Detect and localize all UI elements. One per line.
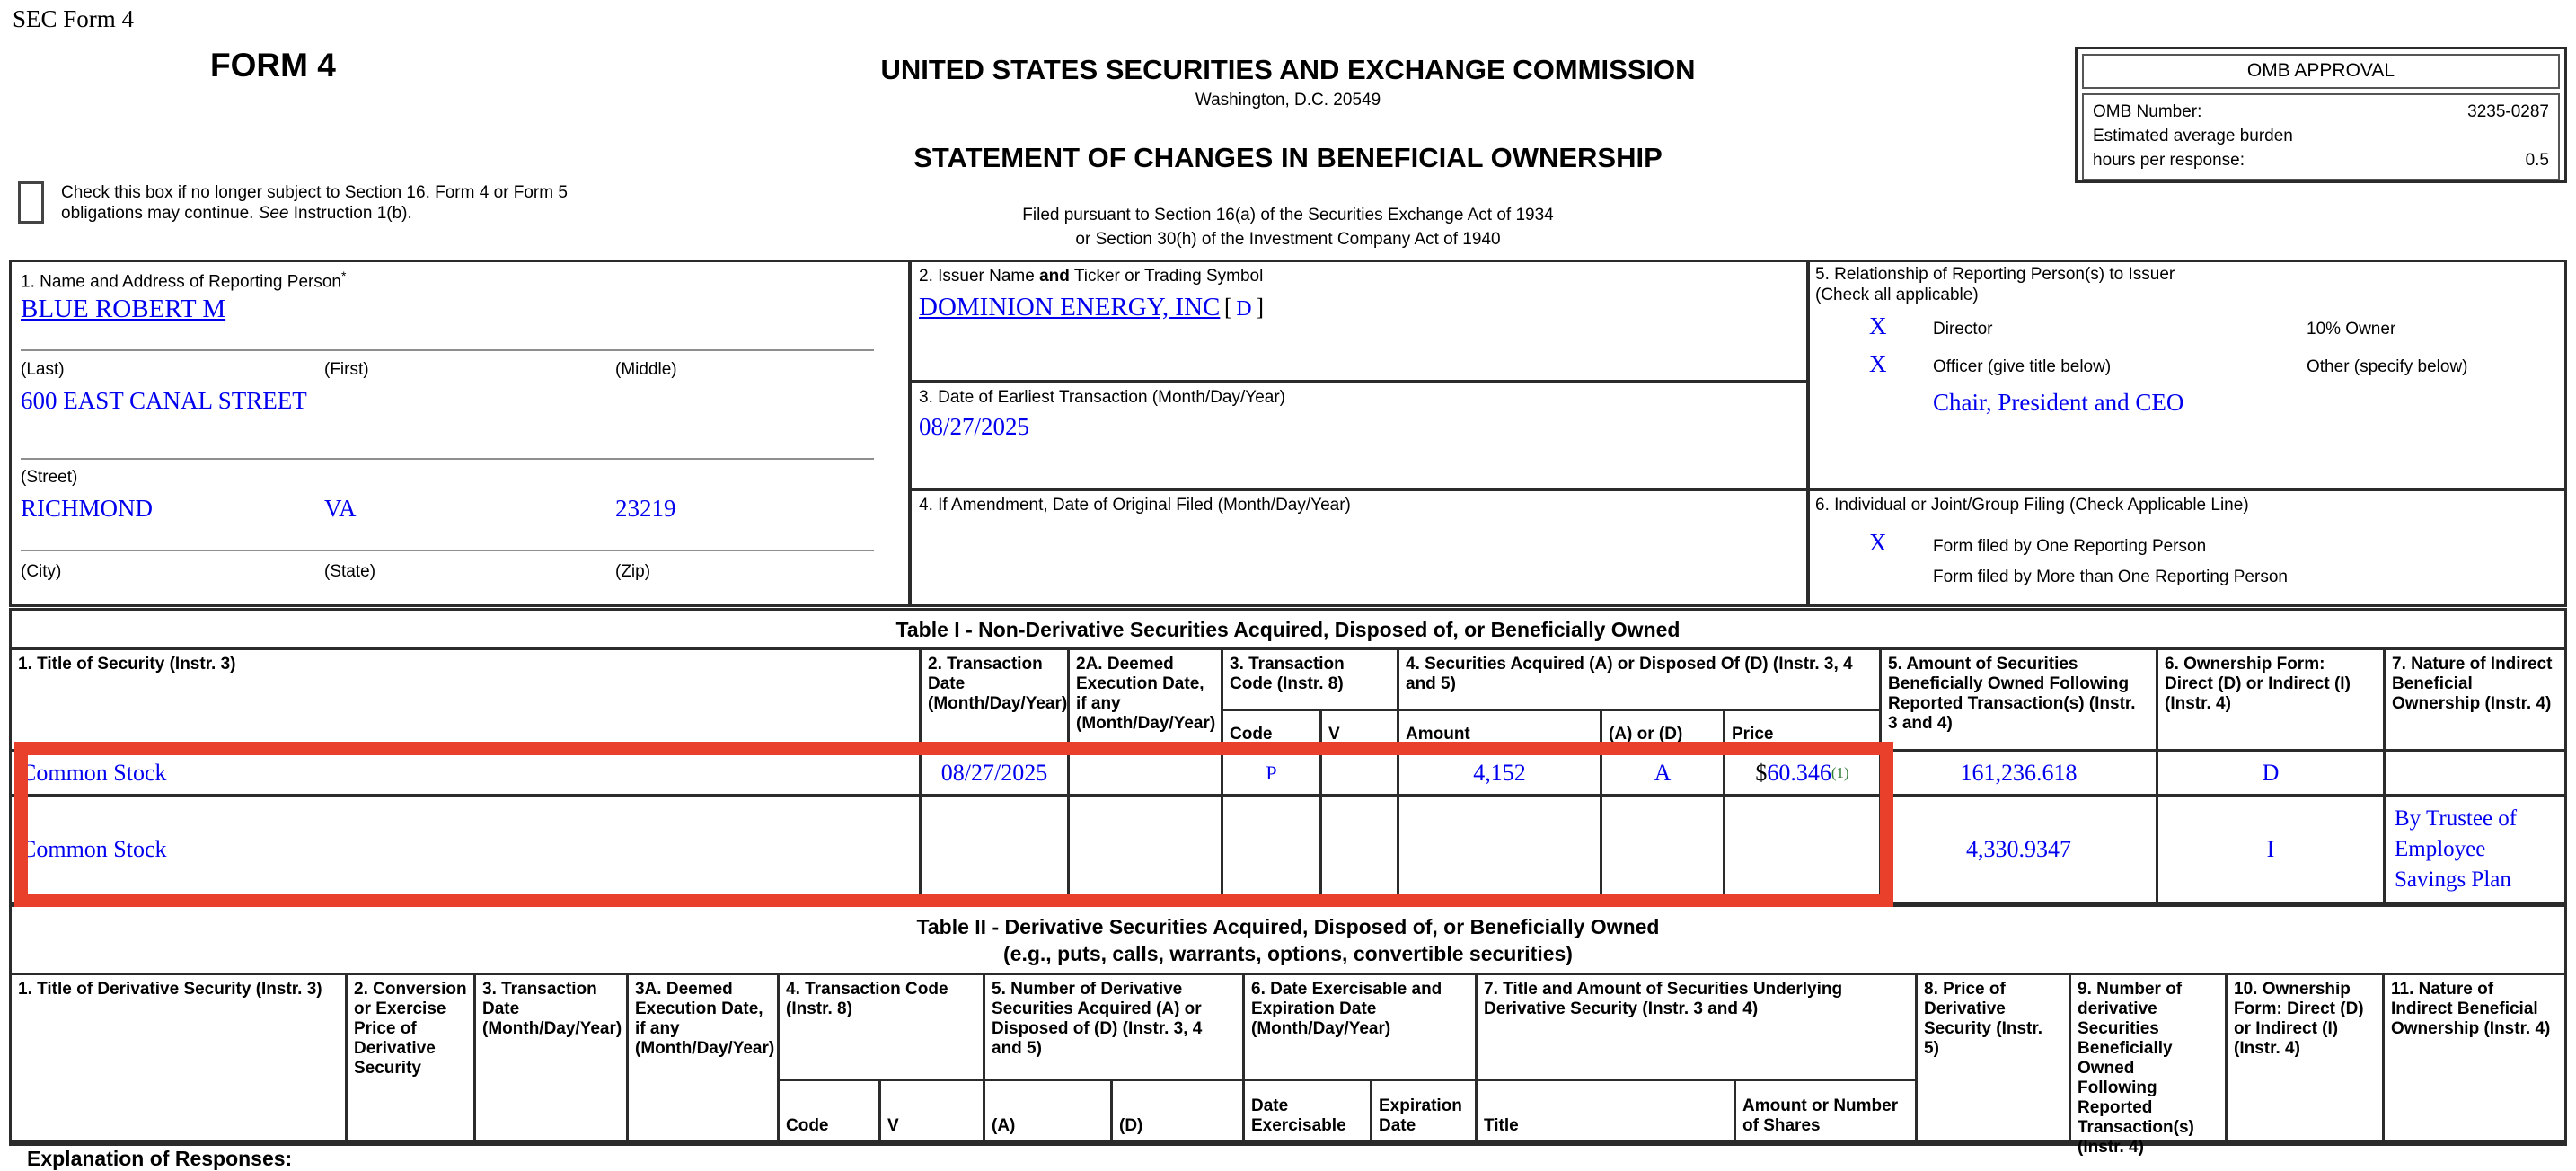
table1-col-ownership-form: 6. Ownership Form: Direct (D) or Indirect (I) (Instr. 4)	[2158, 650, 2386, 752]
street-label: (Street)	[21, 468, 78, 487]
table1-cell-empty	[1322, 797, 1399, 902]
form-number: FORM 4	[210, 47, 336, 84]
table1-cell-empty	[1070, 797, 1223, 902]
table1-row: Common Stock	[12, 797, 922, 902]
section5-label-line1: 5. Relationship of Reporting Person(s) to Issuer	[1815, 265, 2175, 284]
last-label: (Last)	[21, 360, 65, 379]
divider	[21, 550, 874, 551]
zip-value: 23219	[615, 495, 676, 522]
section3-label: 3. Date of Earliest Transaction (Month/Day/Year)	[919, 388, 1285, 407]
table1-title: Table I - Non-Derivative Securities Acquired, Disposed of, or Beneficially Owned	[12, 611, 2564, 650]
table2-col-underlying-title: Title	[1478, 1081, 1736, 1143]
table2-col-a: (A)	[985, 1081, 1113, 1143]
table2-col-number-derivative: 5. Number of Derivative Securities Acquired (A) or Disposed of (D) (Instr. 3, 4 and 5)	[985, 975, 1245, 1081]
table1-col-deemed-date: 2A. Deemed Execution Date, if any (Month/Day/Year)	[1070, 650, 1223, 752]
section16-checkbox[interactable]	[18, 181, 44, 224]
one-person-checkmark: X	[1869, 529, 1887, 556]
table1-cell-empty	[2386, 752, 2564, 797]
table1-cell-empty	[1725, 797, 1882, 902]
section3-earliest-transaction	[908, 380, 1806, 488]
filed-pursuant-line2: or Section 30(h) of the Investment Company Act of 1940	[1075, 230, 1501, 249]
table2-col-underlying-group: 7. Title and Amount of Securities Underlying Derivative Security (Instr. 3 and 4)	[1478, 975, 1918, 1081]
other-label: Other (specify below)	[2307, 357, 2468, 376]
checkbox-text-after: Instruction 1(b).	[288, 204, 412, 223]
one-person-label: Form filed by One Reporting Person	[1933, 537, 2207, 556]
table2-title-line1: Table II - Derivative Securities Acquired, Disposed of, or Beneficially Owned	[916, 914, 1660, 938]
ten-percent-owner-label: 10% Owner	[2307, 320, 2396, 339]
table2-col-deemed-date: 3A. Deemed Execution Date, if any (Month/Day/Year)	[629, 975, 780, 1143]
table1-col-a-or-d: (A) or (D)	[1602, 711, 1725, 752]
table1-col-transaction-date: 2. Transaction Date (Month/Day/Year)	[922, 650, 1070, 752]
omb-burden-line2: hours per response:	[2093, 151, 2245, 170]
checkbox-text-italic: See	[258, 204, 289, 223]
section1-asterisk: *	[340, 269, 347, 283]
explanation-of-responses-label: Explanation of Responses:	[27, 1147, 293, 1170]
table1-col-transaction-code: 3. Transaction Code (Instr. 8)	[1223, 650, 1399, 711]
ticker-bracket-open: [	[1223, 294, 1232, 321]
omb-burden-value: 0.5	[2525, 151, 2549, 170]
more-persons-label: Form filed by More than One Reporting Person	[1933, 568, 2288, 586]
city-label: (City)	[21, 562, 62, 581]
omb-burden-line1: Estimated average burden	[2093, 127, 2293, 145]
state-label: (State)	[324, 562, 376, 581]
checkbox-text-before: Check this box if no longer subject to Section 16. Form 4 or Form 5 obligations may continue.	[61, 183, 568, 223]
omb-number-label: OMB Number:	[2093, 102, 2202, 121]
table1-cell-date: 08/27/2025	[922, 752, 1070, 797]
table2-col-price-derivative: 8. Price of Derivative Security (Instr. 5)	[1918, 975, 2071, 1143]
table1-cell-form: I	[2158, 797, 2386, 902]
issuer-line	[919, 293, 1264, 324]
agency-location: Washington, D.C. 20549	[1195, 91, 1381, 110]
table1-cell-a-or-d: A	[1602, 752, 1725, 797]
omb-number-value: 3235-0287	[2467, 102, 2549, 121]
city-value: RICHMOND	[21, 495, 154, 522]
section4-amendment	[908, 488, 1806, 604]
footnote-1-link[interactable]: (1)	[1831, 764, 1849, 781]
omb-title: OMB APPROVAL	[2082, 54, 2560, 89]
table1-cell-empty	[1070, 752, 1223, 797]
table2-col-d: (D)	[1113, 1081, 1245, 1143]
table2-col-transaction-code: 4. Transaction Code (Instr. 8)	[780, 975, 985, 1081]
table1-cell-empty	[1223, 797, 1322, 902]
reporting-person-name-link[interactable]: BLUE ROBERT M	[21, 295, 226, 323]
table1-row: Common Stock	[12, 752, 922, 797]
table1-cell-amount: 4,152	[1399, 752, 1602, 797]
table1-non-derivative	[9, 608, 2567, 904]
table2-title-line2: (e.g., puts, calls, warrants, options, convertible securities)	[1003, 941, 1573, 965]
divider	[21, 458, 874, 460]
street-value: 600 EAST CANAL STREET	[21, 387, 307, 414]
state-value: VA	[324, 495, 357, 522]
section5-relationship	[1806, 262, 2564, 488]
section2-label: 2. Issuer Name and Ticker or Trading Symbol	[919, 267, 1264, 286]
table1-cell-price	[1725, 752, 1882, 797]
section5-label-line2: (Check all applicable)	[1815, 286, 1979, 304]
omb-approval-box	[2075, 47, 2567, 183]
table2-col-underlying-amount: Amount or Number of Shares	[1736, 1081, 1918, 1143]
table2-col-exercisable-group: 6. Date Exercisable and Expiration Date (Month/Day/Year)	[1245, 975, 1478, 1081]
officer-title-value: Chair, President and CEO	[1933, 389, 2184, 416]
table1-col-code: Code	[1223, 711, 1322, 752]
table2-title	[12, 907, 2564, 975]
table1-cell-code: P	[1223, 752, 1322, 797]
price-value: 60.346	[1767, 760, 1831, 786]
table2-col-title-derivative: 1. Title of Derivative Security (Instr. 3)	[12, 975, 348, 1143]
officer-checkmark: X	[1869, 350, 1887, 377]
ticker-bracket-close: ]	[1256, 294, 1265, 321]
table1-cell-owned: 4,330.9347	[1882, 797, 2158, 902]
table2-col-nature-indirect: 11. Nature of Indirect Beneficial Ownership (Instr. 4)	[2385, 975, 2564, 1143]
agency-title: UNITED STATES SECURITIES AND EXCHANGE COMMISSION	[880, 54, 1696, 85]
filed-pursuant-line1: Filed pursuant to Section 16(a) of the Securities Exchange Act of 1934	[1022, 206, 1554, 225]
table2-col-ownership-form: 10. Ownership Form: Direct (D) or Indirect (I) (Instr. 4)	[2228, 975, 2385, 1143]
section4-label: 4. If Amendment, Date of Original Filed (Month/Day/Year)	[919, 496, 1351, 515]
table1-col-securities-acquired: 4. Securities Acquired (A) or Disposed Of (D) (Instr. 3, 4 and 5)	[1399, 650, 1882, 711]
section16-checkbox-label	[61, 182, 569, 224]
officer-label: Officer (give title below)	[1933, 357, 2112, 376]
table1-col-amount: Amount	[1399, 711, 1602, 752]
reporting-info-box	[9, 260, 2567, 607]
director-label: Director	[1933, 320, 1993, 339]
table1-col-price: Price	[1725, 711, 1882, 752]
table1-col-amount-owned: 5. Amount of Securities Beneficially Owned Following Reported Transaction(s) (Instr. 3 and 4)	[1882, 650, 2158, 752]
table1-cell-form: D	[2158, 752, 2386, 797]
section1-label: 1. Name and Address of Reporting Person*	[21, 269, 347, 292]
statement-title: STATEMENT OF CHANGES IN BENEFICIAL OWNERSHIP	[913, 142, 1663, 173]
table2-col-number-owned: 9. Number of derivative Securities Beneficially Owned Following Reported Transaction(s) (Instr. 4)	[2071, 975, 2228, 1143]
director-checkmark: X	[1869, 313, 1887, 339]
table2-col-conversion-price: 2. Conversion or Exercise Price of Derivative Security	[348, 975, 476, 1143]
table1-col-nature-indirect: 7. Nature of Indirect Beneficial Ownership (Instr. 4)	[2386, 650, 2564, 752]
middle-label: (Middle)	[615, 360, 677, 379]
sec-form-label: SEC Form 4	[13, 5, 135, 32]
table1-cell-empty	[1602, 797, 1725, 902]
section6-filing-type	[1806, 488, 2564, 604]
table1-cell-empty	[1399, 797, 1602, 902]
price-currency: $	[1755, 760, 1768, 786]
table2-col-date-exercisable: Date Exercisable	[1245, 1081, 1372, 1143]
section6-label: 6. Individual or Joint/Group Filing (Check Applicable Line)	[1815, 496, 2249, 515]
table1-col-v: V	[1322, 711, 1399, 752]
table1-col-security: 1. Title of Security (Instr. 3)	[12, 650, 922, 752]
table2-col-expiration-date: Expiration Date	[1372, 1081, 1478, 1143]
table2-col-v: V	[881, 1081, 985, 1143]
table2-col-code: Code	[780, 1081, 881, 1143]
table2-derivative	[9, 904, 2567, 1157]
divider	[21, 349, 874, 351]
table1-cell-empty	[922, 797, 1070, 902]
issuer-name-link[interactable]: DOMINION ENERGY, INC	[919, 293, 1221, 321]
section2-issuer	[908, 262, 1806, 380]
omb-body	[2082, 93, 2560, 180]
zip-label: (Zip)	[615, 562, 651, 581]
table1-cell-owned: 161,236.618	[1882, 752, 2158, 797]
table1-cell-empty	[1322, 752, 1399, 797]
table2-col-transaction-date: 3. Transaction Date (Month/Day/Year)	[476, 975, 629, 1143]
section1-reporting-person	[12, 262, 908, 604]
table1-cell-nature: By Trustee of Employee Savings Plan	[2395, 806, 2518, 892]
earliest-transaction-date: 08/27/2025	[919, 413, 1030, 440]
first-label: (First)	[324, 360, 369, 379]
ticker-link[interactable]: D	[1236, 297, 1252, 321]
